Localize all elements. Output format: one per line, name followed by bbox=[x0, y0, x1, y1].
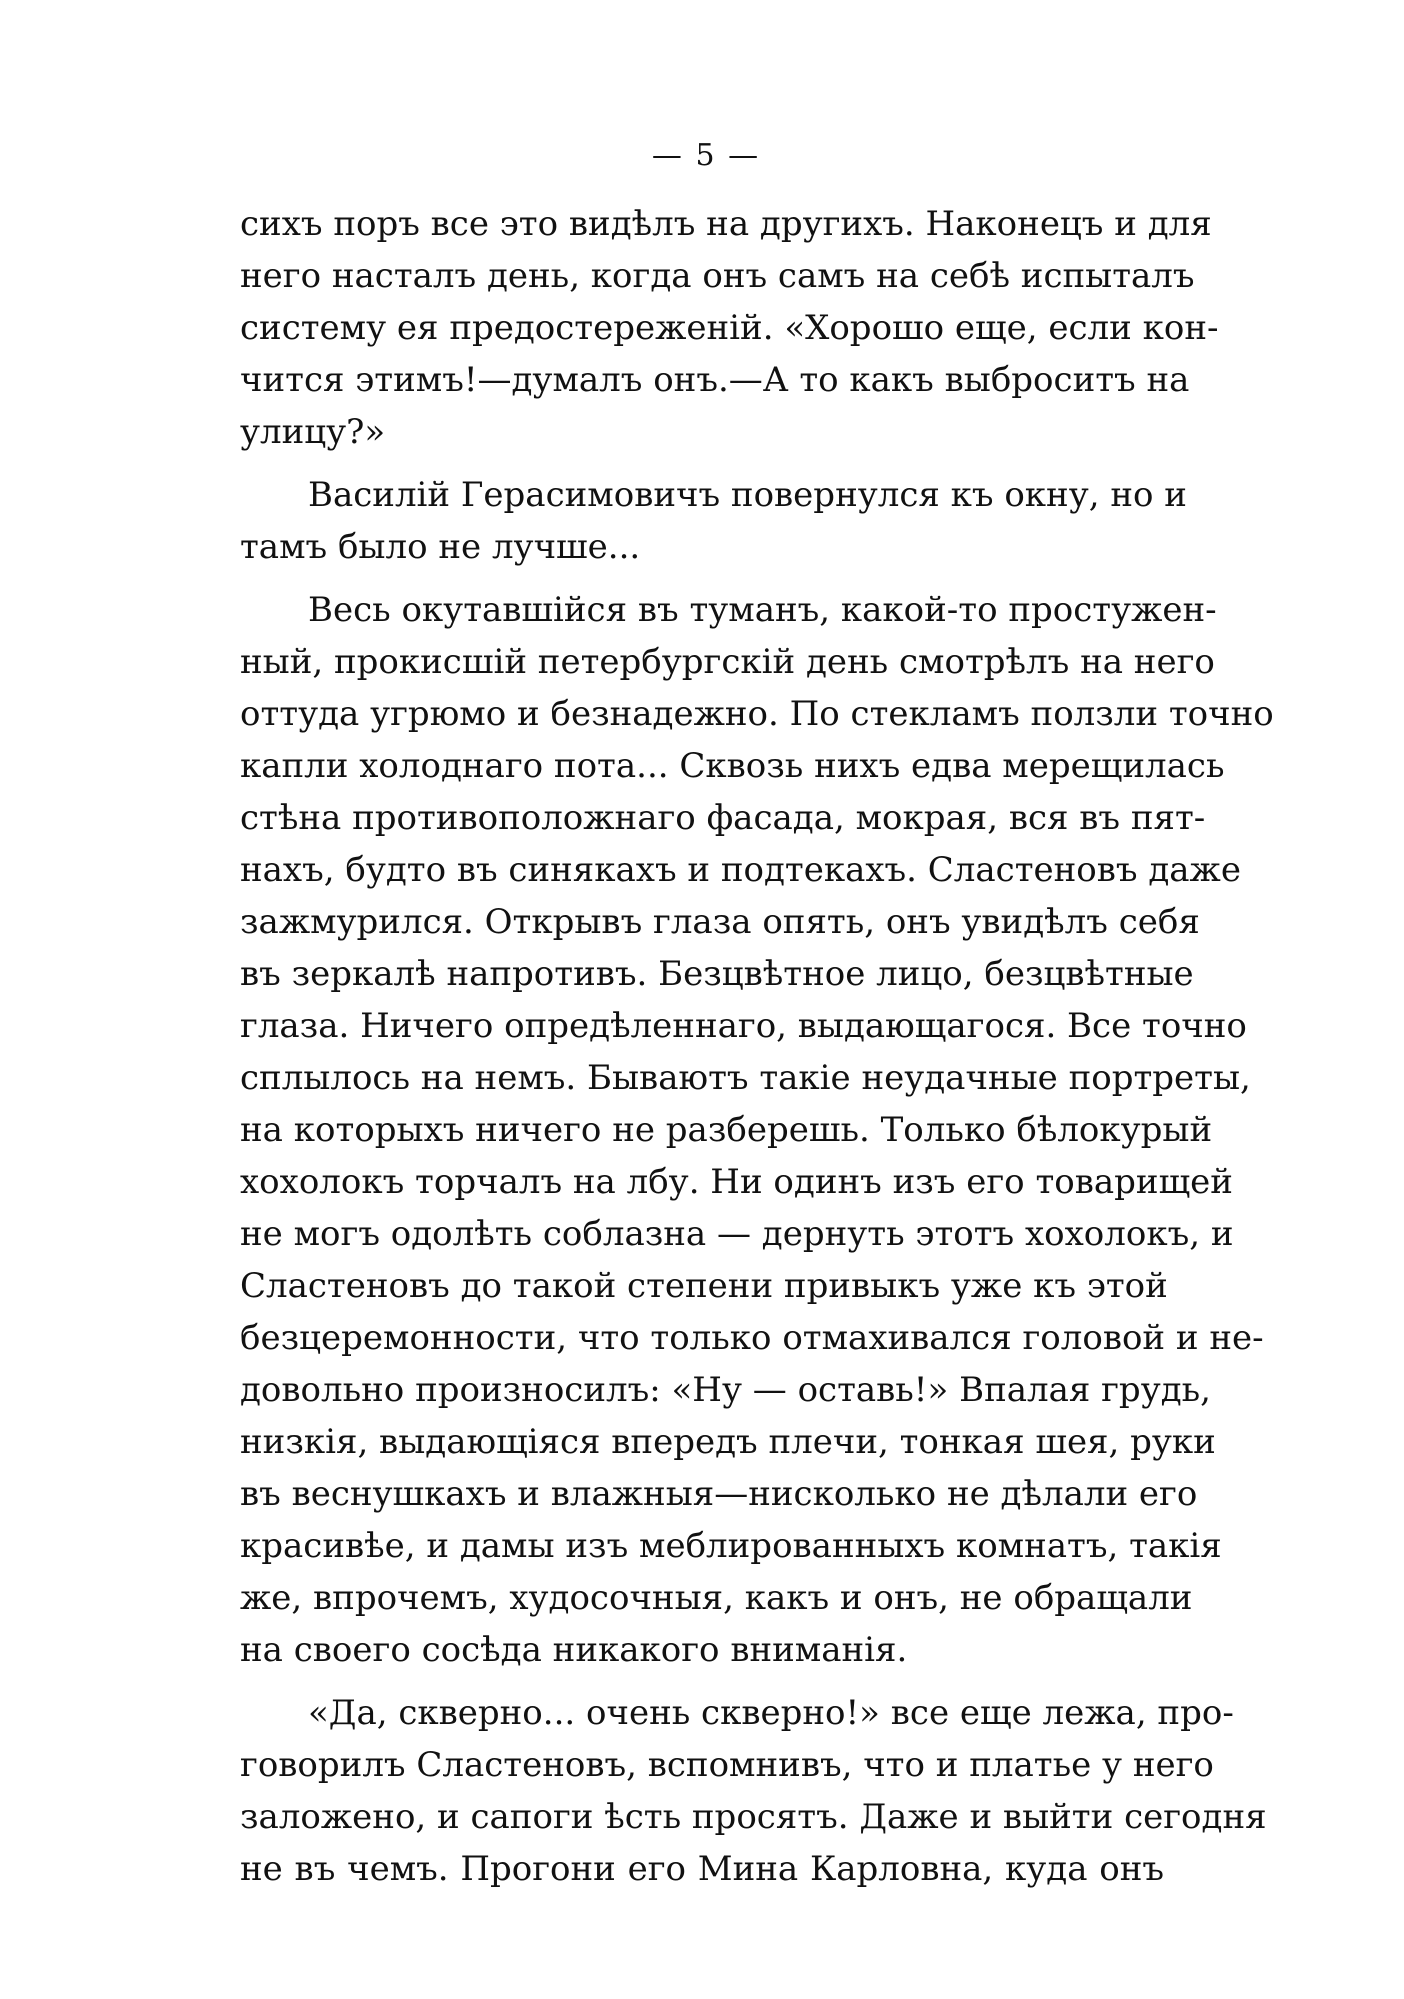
text-line: «Да, скверно... очень скверно!» все еще лежа, про- bbox=[308, 1693, 1234, 1733]
paragraph-2 bbox=[240, 469, 1187, 573]
text-line: довольно произносилъ: «Ну — оставь!» Впалая грудь, bbox=[240, 1370, 1211, 1410]
text-line: ный, прокисшій петербургскій день смотрѣлъ на него bbox=[240, 642, 1215, 682]
text-line: безцеремонности, что только отмахивался головой и не- bbox=[240, 1318, 1264, 1358]
text-line: стѣна противоположнаго фасада, мокрая, вся въ пят- bbox=[240, 798, 1206, 838]
text-line: заложено, и сапоги ѣсть просятъ. Даже и выйти сегодня bbox=[240, 1797, 1267, 1837]
text-line: сихъ поръ все это видѣлъ на другихъ. Наконецъ и для bbox=[240, 204, 1212, 244]
text-line: въ веснушкахъ и влажныя—нисколько не дѣлали его bbox=[240, 1474, 1198, 1514]
text-line: Василій Герасимовичъ повернулся къ окну, но и bbox=[308, 475, 1187, 515]
text-line: не въ чемъ. Прогони его Мина Карловна, куда онъ bbox=[240, 1849, 1164, 1889]
text-line: улицу?» bbox=[240, 412, 386, 452]
text-line: Весь окутавшійся въ туманъ, какой-то простужен- bbox=[308, 590, 1217, 630]
paragraph-1 bbox=[240, 198, 1219, 458]
text-line: говорилъ Сластеновъ, вспомнивъ, что и платье у него bbox=[240, 1745, 1214, 1785]
text-line: капли холоднаго пота... Сквозь нихъ едва мерещилась bbox=[240, 746, 1225, 786]
text-line: на которыхъ ничего не разберешь. Только бѣлокурый bbox=[240, 1110, 1213, 1150]
text-line: чится этимъ!—думалъ онъ.—А то какъ выброситъ на bbox=[240, 360, 1190, 400]
text-line: оттуда угрюмо и безнадежно. По стекламъ ползли точно bbox=[240, 694, 1274, 734]
text-line: же, впрочемъ, худосочныя, какъ и онъ, не обращали bbox=[240, 1578, 1193, 1618]
text-line: нахъ, будто въ синякахъ и подтекахъ. Сластеновъ даже bbox=[240, 850, 1241, 890]
text-line: Сластеновъ до такой степени привыкъ уже къ этой bbox=[240, 1266, 1168, 1306]
text-line: систему ея предостереженій. «Хорошо еще, если кон- bbox=[240, 308, 1219, 348]
paragraph-3 bbox=[240, 584, 1274, 1676]
page-number: — 5 — bbox=[651, 138, 761, 173]
text-line: не могъ одолѣть соблазна — дернуть этотъ хохолокъ, и bbox=[240, 1214, 1234, 1254]
text-line: низкія, выдающіяся впередъ плечи, тонкая шея, руки bbox=[240, 1422, 1216, 1462]
text-line: тамъ было не лучше... bbox=[240, 527, 641, 567]
text-line: зажмурился. Открывъ глаза опять, онъ увидѣлъ себя bbox=[240, 902, 1200, 942]
body-text bbox=[240, 198, 1274, 1895]
text-line: глаза. Ничего опредѣленнаго, выдающагося. Все точно bbox=[240, 1006, 1247, 1046]
text-line: него насталъ день, когда онъ самъ на себѣ испыталъ bbox=[240, 256, 1195, 296]
text-line: въ зеркалѣ напротивъ. Безцвѣтное лицо, безцвѣтные bbox=[240, 954, 1194, 994]
text-line: на своего сосѣда никакого вниманія. bbox=[240, 1630, 908, 1670]
text-line: красивѣе, и дамы изъ меблированныхъ комнатъ, такія bbox=[240, 1526, 1222, 1566]
text-line: хохолокъ торчалъ на лбу. Ни одинъ изъ его товарищей bbox=[240, 1162, 1233, 1202]
text-line: сплылось на немъ. Бываютъ такіе неудачные портреты, bbox=[240, 1058, 1251, 1098]
paragraph-4 bbox=[240, 1687, 1267, 1895]
